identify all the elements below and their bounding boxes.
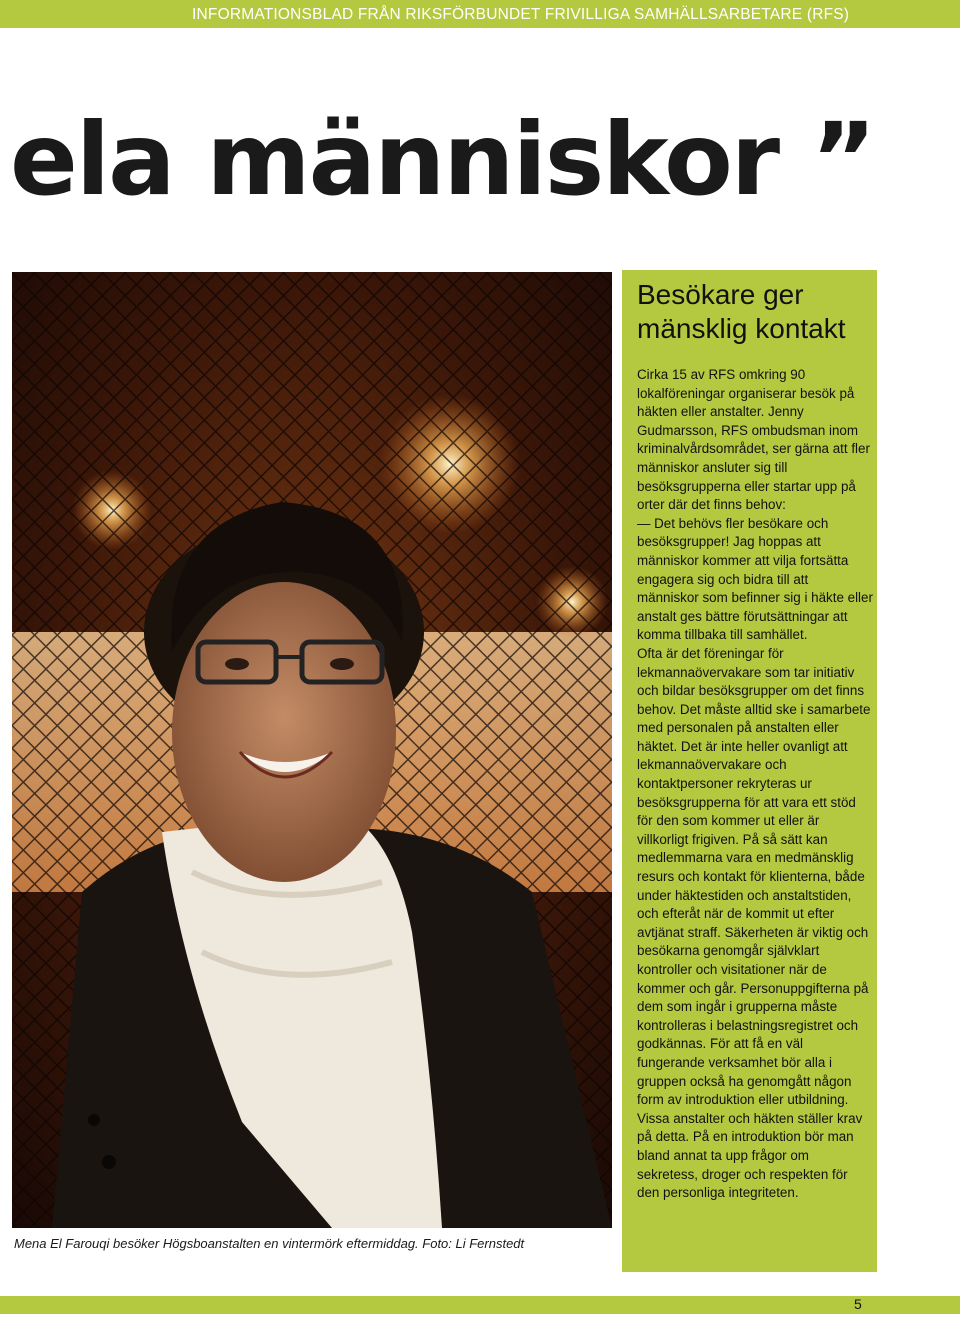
sidebar-body <box>637 366 873 1203</box>
sidebar-paragraph: — Det behövs fler besökare och besöksgrupper! Jag hoppas att människor kommer att vilja fortsätta engagera sig och bidra till att människor som befinner sig i häkte eller anstalt ges bättre förutsättningar att komma tillbaka till samhället. <box>637 515 873 643</box>
sidebar-paragraph: Cirka 15 av RFS omkring 90 lokalföreningar organiserar besök på häkten eller anstalter. Jenny Gudmarsson, RFS ombudsman inom kriminalvårdsområdet, ser gärna att fler människor ansluter sig till besöksgrupperna eller startar upp på orter där det finns behov: <box>637 367 870 513</box>
header-bar <box>0 0 960 28</box>
photo <box>12 272 612 1228</box>
headline: ela människor ” <box>10 101 875 218</box>
footer-bar <box>0 1296 960 1314</box>
sidebar-box <box>622 270 877 1272</box>
publication-title: INFORMATIONSBLAD FRÅN RIKSFÖRBUNDET FRIVILLIGA SAMHÄLLSARBETARE (RFS) <box>192 6 850 23</box>
sidebar-title: Besökare ger mänsklig kontakt <box>637 279 846 344</box>
photo-caption: Mena El Farouqi besöker Högsboanstalten en vintermörk eftermiddag. Foto: Li Fernstedt <box>14 1236 525 1251</box>
page-number: 5 <box>854 1296 862 1312</box>
sidebar-paragraph: Ofta är det föreningar för lekmannaövervakare som tar initiativ och bildar besöksgrupper om det finns behov. Det måste alltid ske i samarbete med personalen på anstalten eller häktet. Det är inte heller ovanligt att lekmannaövervakare och kontaktpersoner rekryteras ur besöksgrupperna för att vara ett stöd för den som kommer ut eller är villkorligt frigiven. På så sätt kan medlemmarna vara en medmänsklig resurs och kontakt för klienterna, både under häktestiden och anstaltstiden, och efteråt när de kommit ut efter avtjänat straff. Säkerheten är viktig och besökarna genomgår självklart kontroller och visitationer när de kommer och går. Personuppgifterna på dem som ingår i grupperna måste kontrolleras i belastningsregistret och godkännas. För att få en väl fungerande verksamhet bör alla i gruppen också ha genomgått någon form av introduktion eller utbildning. Vissa anstalter och häkten ställer krav på detta. På en introduktion bör man bland annat ta upp frågor om sekretess, droger och respekten för den personliga integriteten. <box>637 645 871 1201</box>
